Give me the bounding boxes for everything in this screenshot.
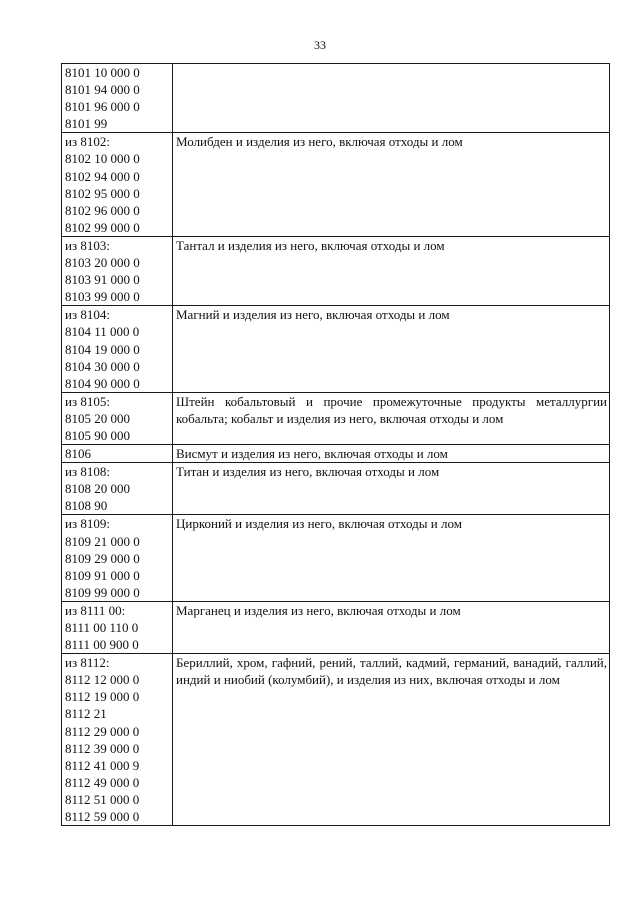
code-cell (62, 515, 173, 601)
table-row (62, 236, 610, 305)
commodity-code: 8108 90 (65, 498, 108, 514)
commodity-code: из 8111 00: (65, 602, 126, 618)
commodity-code: 8112 21 (65, 706, 107, 722)
code-cell (62, 654, 173, 826)
description-cell (173, 515, 610, 601)
commodity-code: 8112 19 000 0 (65, 689, 140, 705)
code-cell (62, 236, 173, 305)
commodity-code: 8104 90 000 0 (65, 375, 140, 391)
commodity-code: из 8104: (65, 307, 110, 323)
commodity-code: 8103 20 000 0 (65, 255, 140, 271)
commodity-code: из 8112: (65, 655, 110, 671)
description-cell (173, 601, 610, 653)
commodity-code: 8112 51 000 0 (65, 791, 140, 807)
code-cell (62, 306, 173, 392)
commodity-code: 8111 00 110 0 (65, 620, 139, 635)
commodity-code: 8109 91 000 0 (65, 567, 140, 583)
table-row (62, 463, 610, 515)
commodity-code: 8112 41 000 9 (65, 757, 140, 773)
table-row (62, 306, 610, 392)
commodity-code: из 8108: (65, 464, 110, 480)
commodity-code: 8105 90 000 (65, 427, 130, 443)
commodity-code: 8102 10 000 0 (65, 151, 140, 167)
table-row (62, 515, 610, 601)
commodity-code: из 8109: (65, 516, 110, 532)
commodity-code: 8101 96 000 0 (65, 99, 140, 115)
commodity-code: 8109 99 000 0 (65, 584, 140, 600)
commodity-code: из 8105: (65, 393, 110, 409)
table-row (62, 392, 610, 444)
commodity-description: Бериллий, хром, гафний, рений, таллий, кадмий, германий, ванадий, галлий, индий и ниобий (колумбий), и изделия из них, включая отходы и лом (176, 655, 607, 688)
table-row (62, 654, 610, 826)
code-cell (62, 601, 173, 653)
commodity-description: Цирконий и изделия из него, включая отходы и лом (176, 516, 462, 532)
description-cell (173, 445, 610, 463)
commodity-code: 8108 20 000 (65, 481, 130, 497)
description-cell (173, 654, 610, 826)
commodity-code: 8102 96 000 0 (65, 202, 140, 218)
commodity-code: 8101 99 (65, 116, 108, 132)
commodity-code: 8112 12 000 0 (65, 672, 140, 688)
commodity-description: Висмут и изделия из него, включая отходы и лом (176, 446, 448, 462)
commodity-description: Титан и изделия из него, включая отходы и лом (176, 464, 440, 480)
commodity-code: 8106 (65, 446, 91, 462)
commodity-code: 8112 59 000 0 (65, 809, 140, 825)
commodity-code: 8102 95 000 0 (65, 185, 140, 201)
commodity-code: 8101 94 000 0 (65, 82, 140, 98)
page-number: 33 (314, 38, 326, 52)
table-row (62, 64, 610, 133)
commodity-description: Магний и изделия из него, включая отходы и лом (176, 307, 450, 323)
tnved-code-table (61, 63, 610, 826)
code-cell (62, 392, 173, 444)
commodity-code: 8103 91 000 0 (65, 272, 140, 288)
description-cell (173, 236, 610, 305)
commodity-code: 8102 99 000 0 (65, 219, 140, 235)
code-cell (62, 463, 173, 515)
commodity-code: 8104 30 000 0 (65, 358, 140, 374)
commodity-code: 8101 10 000 0 (65, 65, 140, 80)
code-cell (62, 64, 173, 133)
commodity-description: Марганец и изделия из него, включая отходы и лом (176, 602, 461, 618)
commodity-code: 8112 49 000 0 (65, 774, 140, 790)
commodity-code: 8111 00 900 0 (65, 637, 139, 653)
code-cell (62, 445, 173, 463)
table-row (62, 445, 610, 463)
commodity-code: 8112 39 000 0 (65, 740, 140, 756)
commodity-description: Штейн кобальтовый и прочие промежуточные продукты металлургии кобальта; кобальт и изделия из него, включая отходы и лом (176, 393, 607, 426)
description-cell (173, 463, 610, 515)
commodity-code: 8105 20 000 (65, 410, 130, 426)
commodity-code: 8109 29 000 0 (65, 550, 140, 566)
commodity-description: Тантал и изделия из него, включая отходы и лом (176, 237, 445, 253)
commodity-code: из 8102: (65, 134, 110, 150)
commodity-code: 8109 21 000 0 (65, 533, 140, 549)
table-body (62, 64, 610, 826)
commodity-code: из 8103: (65, 237, 110, 253)
code-cell (62, 133, 173, 237)
commodity-code: 8112 29 000 0 (65, 723, 140, 739)
commodity-code: 8102 94 000 0 (65, 168, 140, 184)
commodity-code: 8104 19 000 0 (65, 341, 140, 357)
table-row (62, 601, 610, 653)
description-cell (173, 306, 610, 392)
commodity-description: Молибден и изделия из него, включая отходы и лом (176, 134, 463, 150)
commodity-code: 8104 11 000 0 (65, 324, 140, 340)
description-cell (173, 392, 610, 444)
commodity-code: 8103 99 000 0 (65, 289, 140, 305)
description-cell (173, 133, 610, 237)
table-row (62, 133, 610, 237)
description-cell (173, 64, 610, 133)
